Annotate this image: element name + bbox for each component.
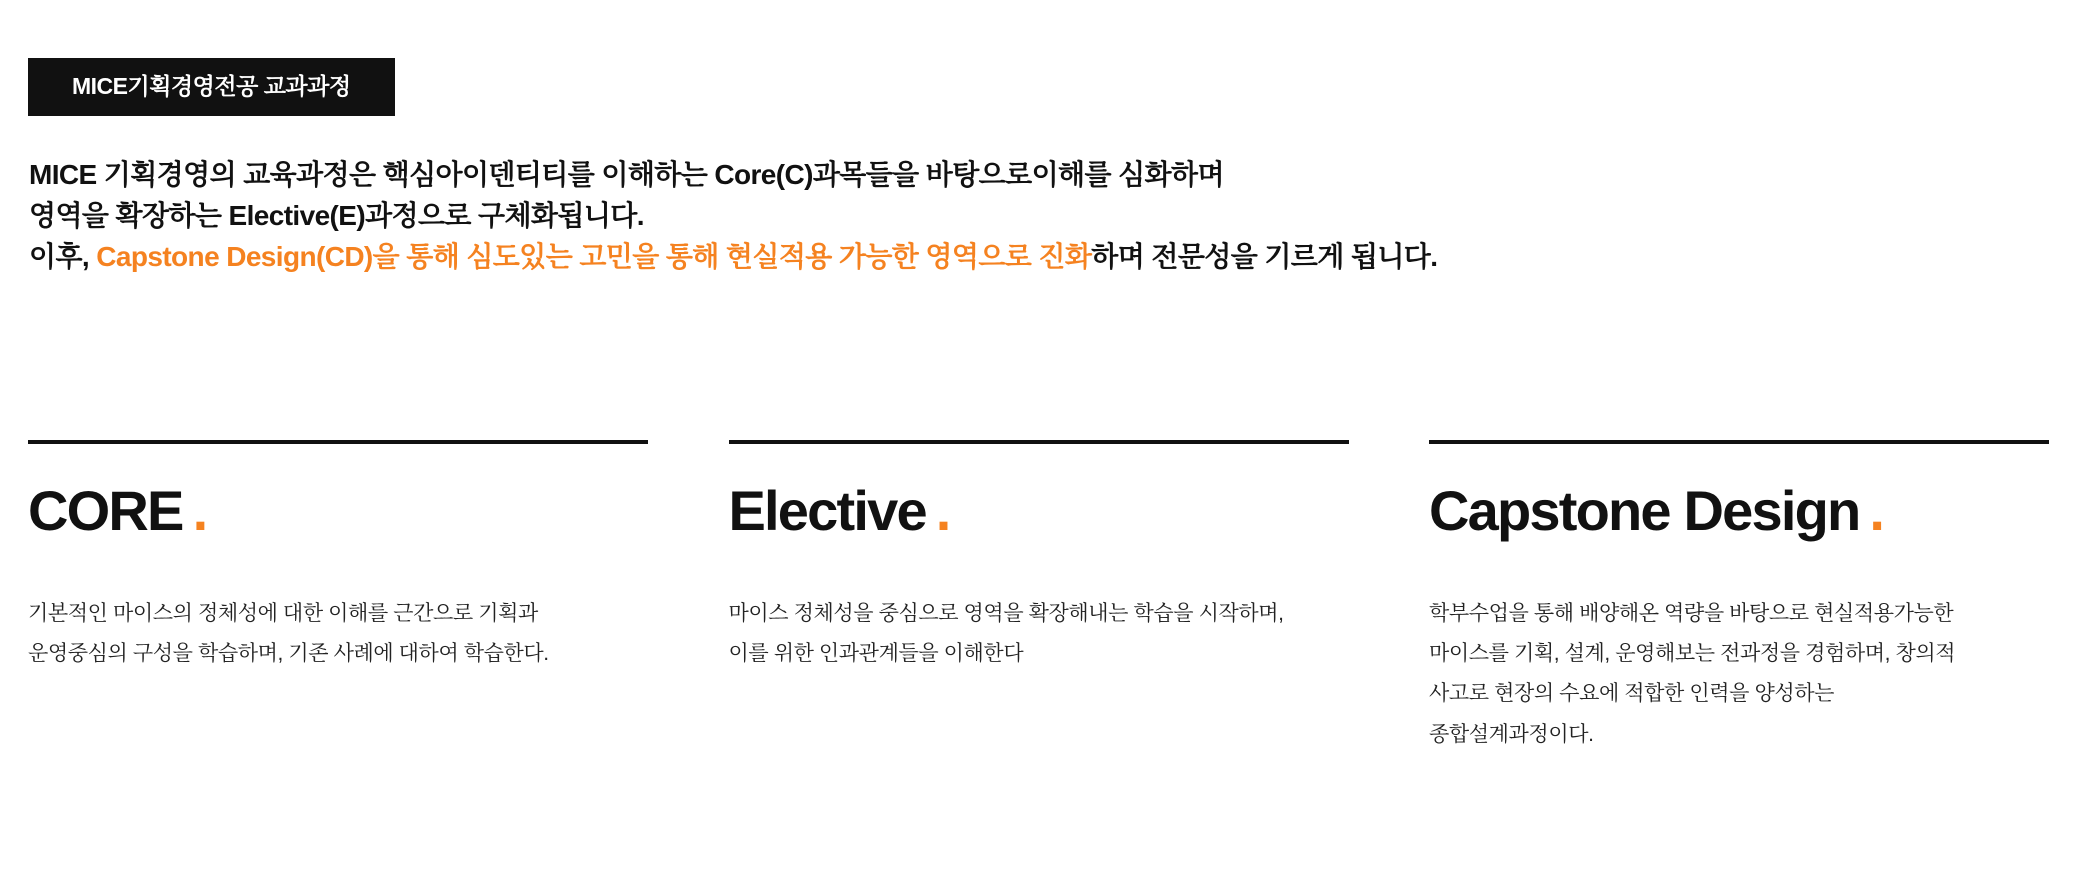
intro-line-3-prefix: 이후, xyxy=(29,240,97,272)
column-desc-capstone-design xyxy=(1429,594,2049,755)
intro-line-1: MICE 기획경영의 교육과정은 핵심아이덴티티를 이해하는 Core(C)과목들을 바탕으로이해를 심화하며 xyxy=(29,159,1224,190)
column-divider xyxy=(28,440,648,444)
column-capstone-design xyxy=(1429,440,2049,755)
desc-line: 사고로 현장의 수요에 적합한 인력을 양성하는 xyxy=(1429,682,1835,706)
column-title-elective xyxy=(728,479,1349,542)
column-divider xyxy=(1429,440,2049,444)
desc-line: 이를 위한 인과관계들을 이해한다 xyxy=(728,642,1024,666)
intro-line-2: 영역을 확장하는 Elective(E)과정으로 구체화됩니다. xyxy=(29,199,644,231)
column-desc-elective xyxy=(729,594,1349,675)
column-core xyxy=(28,440,648,755)
intro-line-3-accent: Capstone Design(CD)을 통해 심도있는 고민을 통해 현실적용 가능한 영역으로 진화 xyxy=(96,240,1092,272)
intro-paragraph xyxy=(29,155,2049,278)
column-title-elective-text: Elective xyxy=(728,479,926,542)
desc-line: 운영중심의 구성을 학습하며, 기존 사례에 대하여 학습한다. xyxy=(28,642,549,666)
desc-line: 기본적인 마이스의 정체성에 대한 이해를 근간으로 기획과 xyxy=(28,601,538,625)
intro-line-3 xyxy=(29,237,2049,278)
column-gap-1 xyxy=(648,440,729,755)
desc-line: 학부수업을 통해 배양해온 역량을 바탕으로 현실적용가능한 xyxy=(1429,601,1954,625)
column-title-core-text: CORE xyxy=(28,479,183,542)
accent-dot-icon: . xyxy=(935,479,952,542)
desc-line: 마이스 정체성을 중심으로 영역을 확장해내는 학습을 시작하며, xyxy=(728,601,1284,625)
accent-dot-icon: . xyxy=(1869,479,1885,542)
intro-line-3-suffix: 하며 전문성을 기르게 됩니다. xyxy=(1091,240,1438,272)
desc-line: 마이스를 기획, 설계, 운영해보는 전과정을 경험하며, 창의적 xyxy=(1429,642,1956,666)
column-desc-core xyxy=(28,594,648,675)
accent-dot-icon: . xyxy=(192,479,209,542)
section-badge: MICE기획경영전공 교과과정 xyxy=(28,58,395,116)
column-gap-2 xyxy=(1349,440,1430,755)
curriculum-columns xyxy=(28,440,2049,755)
column-elective xyxy=(729,440,1349,755)
column-title-core xyxy=(28,479,648,542)
column-title-capstone-design xyxy=(1429,479,2049,542)
desc-line: 종합설계과정이다. xyxy=(1429,722,1594,746)
column-divider xyxy=(729,440,1349,444)
column-title-capstone-design-text: Capstone Design xyxy=(1429,479,1860,542)
